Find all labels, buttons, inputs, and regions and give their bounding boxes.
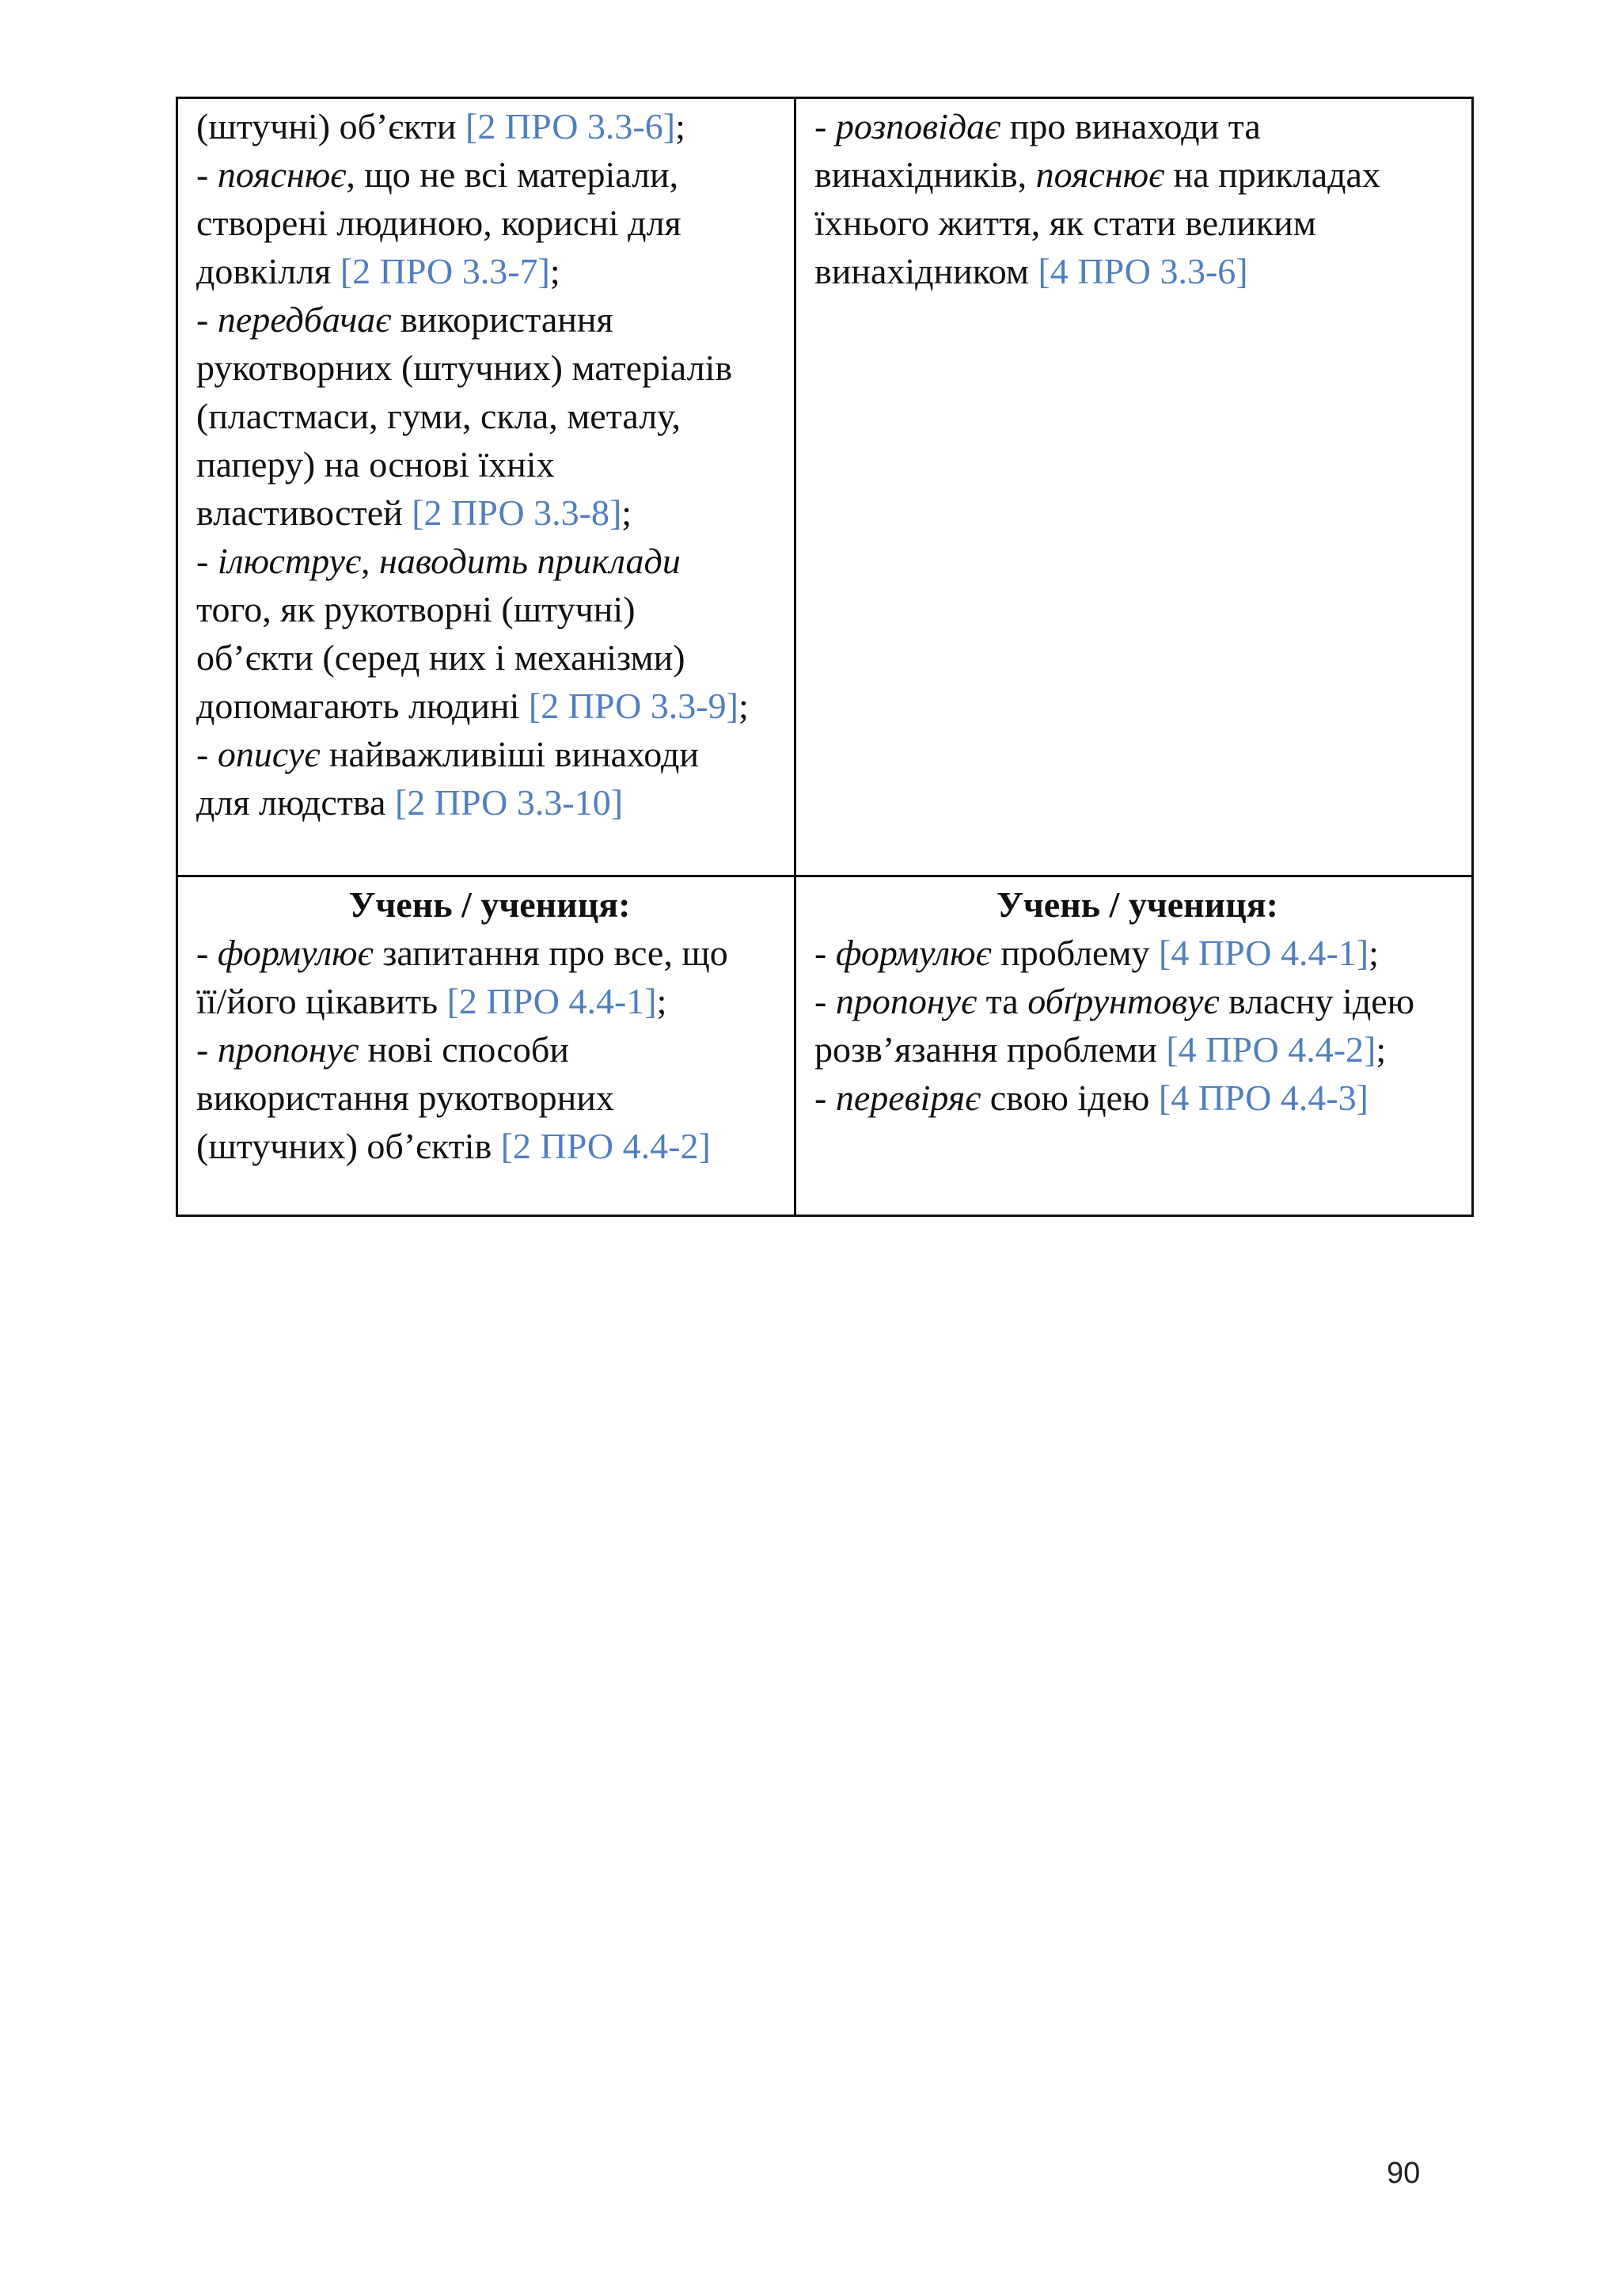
page-number: 90 — [1387, 2157, 1421, 2190]
cell-text — [196, 929, 783, 1170]
text-segment: , що не всі матеріали, — [346, 154, 679, 195]
text-segment: передбачає — [217, 299, 392, 340]
text-segment: пояснює — [1035, 154, 1165, 195]
text-segment: довкілля — [196, 251, 340, 291]
cell-heading: Учень / учениця: — [997, 884, 1278, 925]
text-segment: на прикладах — [1164, 154, 1380, 195]
text-segment: рукотворних (штучних) матеріалів — [196, 348, 733, 388]
text-line — [196, 778, 783, 827]
text-segment: власну ідею — [1219, 981, 1415, 1021]
text-segment: формулює — [217, 933, 374, 973]
text-line — [196, 977, 783, 1025]
text-segment: формулює — [835, 933, 992, 973]
text-segment: властивостей — [196, 492, 412, 533]
text-segment: проблему — [991, 933, 1160, 973]
text-line — [196, 150, 783, 199]
text-line — [196, 247, 783, 295]
text-line — [196, 537, 783, 585]
reference-code: [2 ПРО 3.3-9] — [528, 686, 738, 726]
text-segment: ; — [738, 686, 749, 726]
table-row — [177, 876, 1473, 1216]
text-line — [196, 102, 783, 150]
text-line — [814, 102, 1460, 150]
text-segment: ; — [656, 981, 667, 1021]
text-segment: використання — [391, 299, 613, 340]
reference-code: [2 ПРО 3.3-8] — [412, 492, 622, 533]
text-segment: свою ідею — [981, 1078, 1159, 1118]
text-segment: ; — [1376, 1029, 1387, 1070]
text-line — [196, 344, 783, 392]
text-segment: - — [196, 299, 218, 340]
text-line — [814, 199, 1460, 247]
text-segment: та — [977, 981, 1028, 1021]
table-cell-right — [795, 98, 1473, 876]
text-segment: про винаходи та — [1000, 106, 1261, 146]
table-cell-right — [795, 876, 1473, 1216]
reference-code: [4 ПРО 3.3-6] — [1038, 251, 1248, 291]
text-segment: (штучні) об’єкти — [196, 106, 466, 146]
text-segment: ; — [621, 492, 632, 533]
text-line — [196, 1074, 783, 1122]
text-segment: її/його цікавить — [196, 981, 447, 1021]
text-segment: наводить приклади — [379, 541, 681, 581]
text-line — [814, 247, 1460, 295]
text-segment: ; — [1369, 933, 1379, 973]
text-segment: ілюструє — [217, 541, 361, 581]
text-segment: - — [814, 981, 836, 1021]
text-segment: - — [196, 541, 218, 581]
text-segment: ; — [549, 251, 560, 291]
text-line — [196, 730, 783, 778]
text-line — [814, 1074, 1460, 1122]
cell-text — [796, 99, 1471, 295]
text-segment: розв’язання проблеми — [814, 1029, 1167, 1070]
reference-code: [2 ПРО 3.3-6] — [465, 106, 676, 146]
text-segment: обґрунтовує — [1027, 981, 1220, 1021]
text-segment: описує — [217, 734, 321, 774]
text-line — [196, 1025, 783, 1074]
text-segment: - — [196, 933, 218, 973]
text-segment: розповідає — [835, 106, 1001, 146]
outcomes-table — [176, 97, 1474, 1217]
text-segment: (штучних) об’єктів — [196, 1126, 501, 1166]
text-segment: - — [814, 1078, 836, 1118]
text-segment: паперу) на основі їхніх — [196, 444, 555, 485]
text-segment: - — [196, 1029, 218, 1070]
text-line — [196, 929, 783, 977]
text-line — [814, 929, 1460, 977]
text-segment: ; — [675, 106, 685, 146]
table-cell-left — [177, 876, 795, 1216]
text-segment: найважливіші винаходи — [320, 734, 699, 774]
text-line — [196, 633, 783, 682]
text-segment: пропонує — [217, 1029, 359, 1070]
cell-text — [178, 99, 794, 827]
text-segment: для людства — [196, 782, 395, 823]
reference-code: [2 ПРО 4.4-2] — [500, 1126, 711, 1166]
text-segment: - — [196, 154, 218, 195]
text-segment: - — [814, 933, 836, 973]
text-line — [196, 392, 783, 440]
reference-code: [2 ПРО 4.4-1] — [446, 981, 657, 1021]
text-segment: допомагають людині — [196, 686, 529, 726]
cell-heading: Учень / учениця: — [348, 884, 631, 925]
text-line — [196, 682, 783, 730]
text-segment: використання рукотворних — [196, 1078, 614, 1118]
reference-code: [2 ПРО 3.3-10] — [394, 782, 624, 823]
text-line — [814, 150, 1460, 199]
text-line — [196, 1122, 783, 1170]
text-segment: , — [361, 541, 379, 581]
text-segment: - — [814, 106, 836, 146]
reference-code: [2 ПРО 3.3-7] — [340, 251, 550, 291]
text-segment: створені людиною, корисні для — [196, 203, 681, 243]
text-line — [196, 440, 783, 488]
text-segment: нові способи — [359, 1029, 569, 1070]
text-segment: - — [196, 734, 218, 774]
text-line — [814, 977, 1460, 1025]
table-cell-left — [177, 98, 795, 876]
text-line — [196, 199, 783, 247]
text-line — [196, 488, 783, 537]
text-line — [814, 1025, 1460, 1074]
text-segment: їхнього життя, як стати великим — [814, 203, 1316, 243]
text-segment: винахідників, — [814, 154, 1036, 195]
table-row — [177, 98, 1473, 876]
cell-text — [814, 929, 1460, 1122]
reference-code: [4 ПРО 4.4-1] — [1159, 933, 1369, 973]
text-segment: перевіряє — [835, 1078, 981, 1118]
reference-code: [4 ПРО 4.4-2] — [1166, 1029, 1376, 1070]
text-segment: (пластмаси, гуми, скла, металу, — [196, 396, 681, 436]
text-segment: пропонує — [835, 981, 978, 1021]
text-segment: винахідником — [814, 251, 1038, 291]
text-line — [196, 295, 783, 344]
reference-code: [4 ПРО 4.4-3] — [1158, 1078, 1369, 1118]
text-line — [196, 585, 783, 633]
text-segment: запитання про все, що — [373, 933, 728, 973]
text-segment: об’єкти (серед них і механізми) — [196, 637, 685, 678]
text-segment: пояснює — [217, 154, 347, 195]
text-segment: того, як рукотворні (штучні) — [196, 589, 636, 629]
